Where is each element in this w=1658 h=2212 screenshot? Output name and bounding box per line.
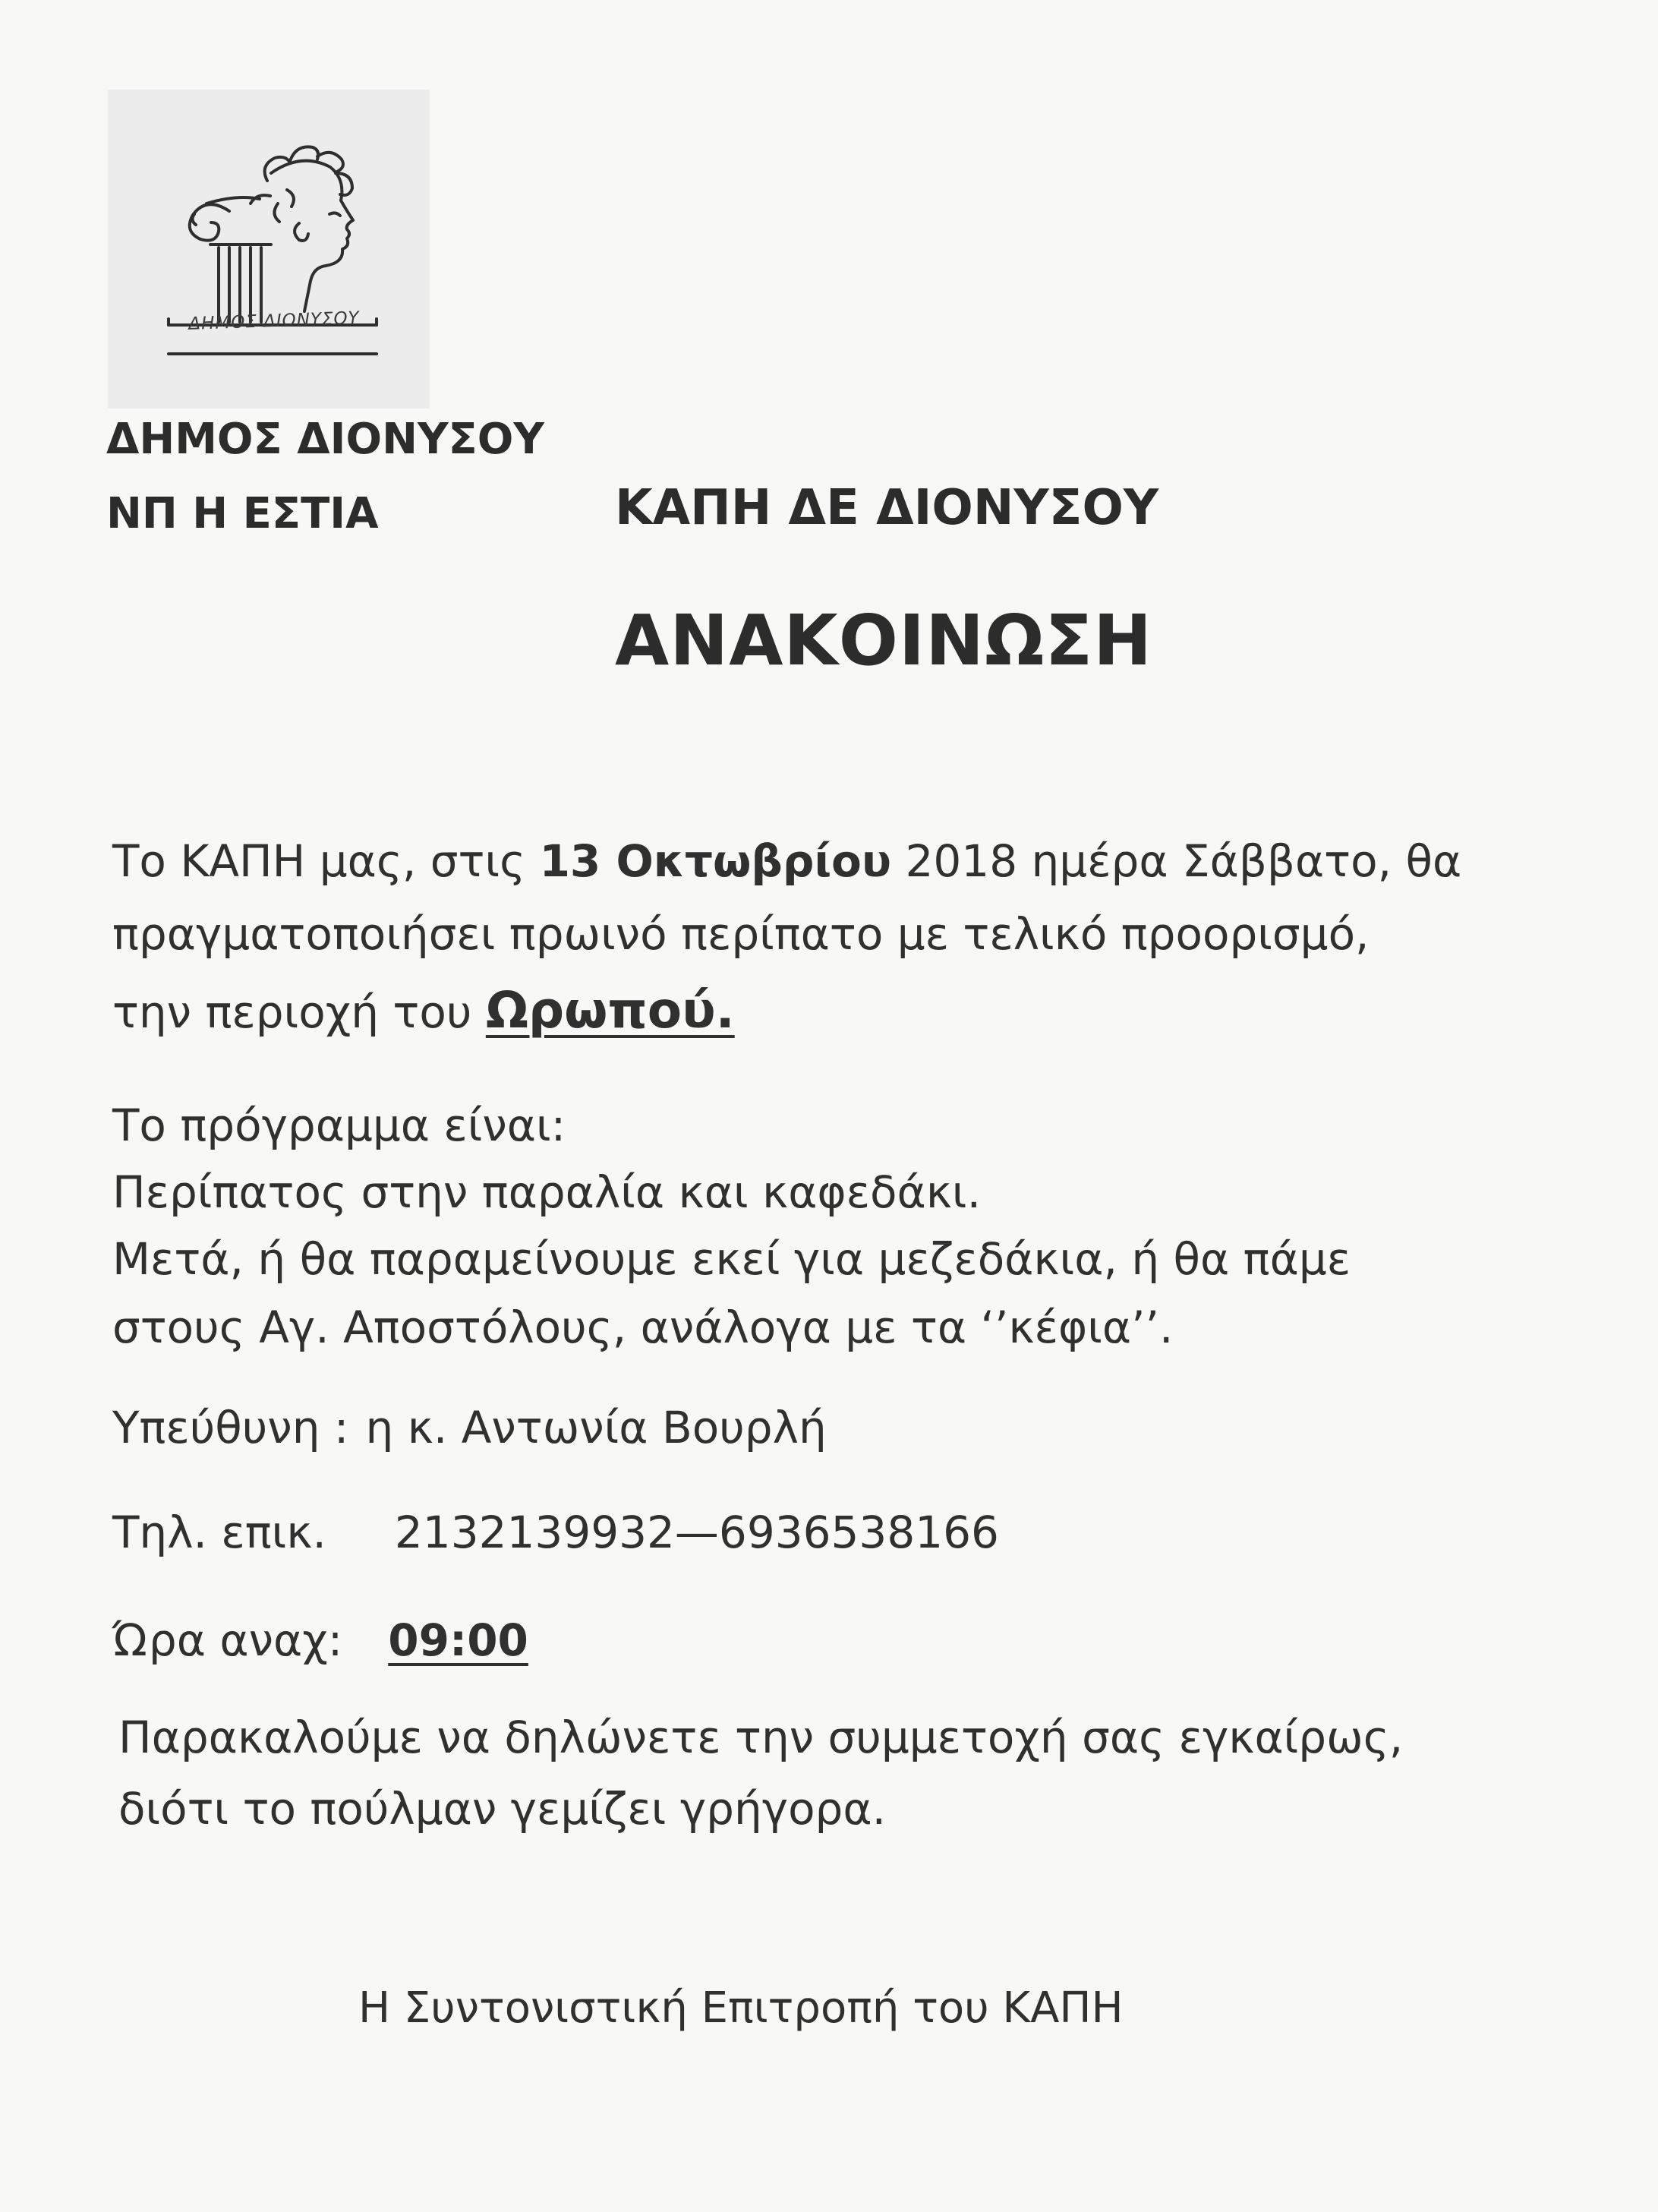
kapi-title: ΚΑΠΗ ΔΕ ΔΙΟΝΥΣΟΥ xyxy=(615,480,1159,536)
program-item: Περίπατος στην παραλία και καφεδάκι. xyxy=(112,1166,981,1218)
document-title: ΑΝΑΚΟΙΝΩΣΗ xyxy=(615,600,1153,681)
departure-label: Ώρα αναχ: xyxy=(112,1614,343,1666)
responsible-label: Υπεύθυνη : xyxy=(112,1402,349,1453)
closing-line-1: Παρακαλούμε να δηλώνετε την συμμετοχή σας εγκαίρως, xyxy=(118,1712,1404,1763)
announcement-line-3 xyxy=(112,981,735,1040)
destination: Ωρωπού. xyxy=(485,981,735,1040)
organization-name: ΔΗΜΟΣ ΔΙΟΝΥΣΟΥ xyxy=(106,415,544,464)
program-item: Μετά, ή θα παραμείνουμε εκεί για μεζεδάκια, ή θα πάμε xyxy=(112,1233,1351,1285)
announcement-text: Το ΚΑΠΗ μας, στις xyxy=(112,835,540,887)
departure-row xyxy=(112,1614,528,1666)
phone-row xyxy=(112,1507,999,1558)
dionysus-emblem-icon xyxy=(108,90,430,409)
municipality-logo xyxy=(108,90,430,409)
responsible-value: η κ. Αντωνία Βουρλή xyxy=(365,1402,827,1453)
signature: Η Συντονιστική Επιτροπή του ΚΑΠΗ xyxy=(358,1983,1124,2033)
announcement-line-2: πραγματοποιήσει πρωινό περίπατο με τελικό προορισμό, xyxy=(112,908,1370,960)
announcement-line-1 xyxy=(112,835,1461,887)
announcement-text: την περιοχή του xyxy=(112,986,486,1038)
responsible-row xyxy=(112,1402,827,1453)
logo-caption: ΔΗΜΟΣ ΔΙΟΝΥΣΟΥ xyxy=(188,308,361,334)
announcement-text: 2018 ημέρα Σάββατο, θα xyxy=(891,835,1462,887)
program-item: στους Αγ. Αποστόλους, ανάλογα με τα ‘’κέφια’’. xyxy=(112,1302,1174,1353)
event-date: 13 Οκτωβρίου xyxy=(539,835,892,887)
organization-subunit: ΝΠ Η ΕΣΤΙΑ xyxy=(106,489,379,538)
closing-line-2: διότι το πούλμαν γεμίζει γρήγορα. xyxy=(118,1783,887,1835)
phone-value: 2132139932—6936538166 xyxy=(394,1507,999,1558)
program-heading: Το πρόγραμμα είναι: xyxy=(112,1100,566,1151)
phone-label: Τηλ. επικ. xyxy=(112,1507,326,1558)
departure-time: 09:00 xyxy=(388,1614,528,1666)
